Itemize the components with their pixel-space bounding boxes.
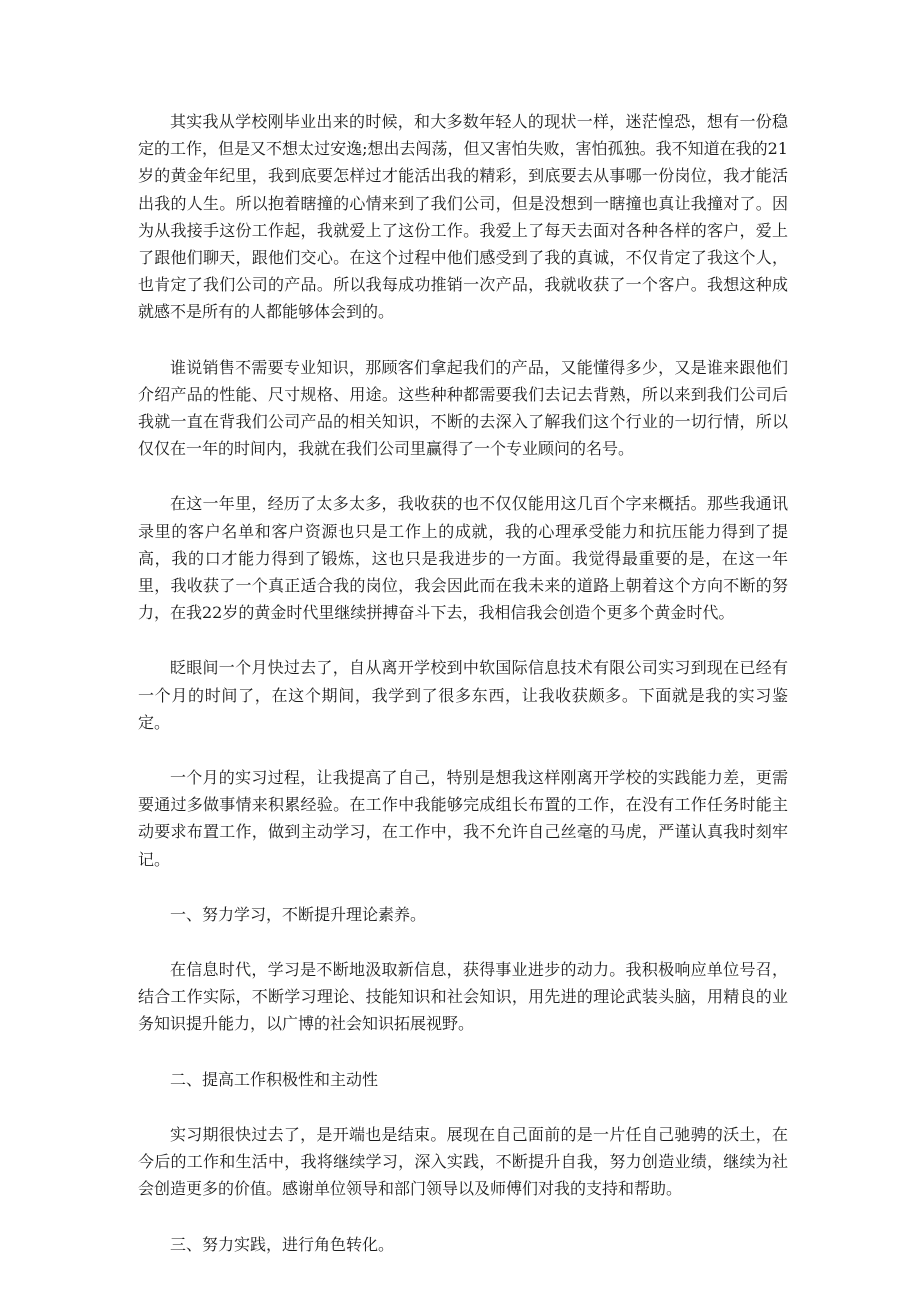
paragraph-internship-intro: 眨眼间一个月快过去了，自从离开学校到中软国际信息技术有限公司实习到现在已经有一个月的时间了，在这个期间，我学到了很多东西，让我收获颇多。下面就是我的实习鉴定。 (138, 658, 788, 732)
document-body (138, 108, 788, 1286)
section-heading-2: 二、提高工作积极性和主动性 (170, 1069, 379, 1089)
section-heading-1: 一、努力学习，不断提升理论素养。 (170, 904, 427, 924)
paragraph-year-summary: 在这一年里，经历了太多太多，我收获的也不仅仅能用这几百个字来概括。那些我通讯录里的客户名单和客户资源也只是工作上的成就，我的心理承受能力和抗压能力得到了提高，我的口才能力得到了锻炼，这也只是我进步的一方面。我觉得最重要的是，在这一年里，我收获了一个真正适合我的岗位，我会因此而在我未来的道路上朝着这个方向不断的努力，在我22岁的黄金时代里继续拼搏奋斗下去，我相信我会创造个更多个黄金时代。 (138, 494, 788, 623)
paragraph-intro: 其实我从学校刚毕业出来的时候，和大多数年轻人的现状一样，迷茫惶恐，想有一份稳定的工作，但是又不想太过安逸;想出去闯荡，但又害怕失败，害怕孤独。我不知道在我的21岁的黄金年纪里，我到底要怎样过才能活出我的精彩，到底要去从事哪一份岗位，我才能活出我的人生。所以抱着瞎撞的心情来到了我们公司，但是没想到一瞎撞也真让我撞对了。因为从我接手这份工作起，我就爱上了这份工作。我爱上了每天去面对各种各样的客户，爱上了跟他们聊天，跟他们交心。在这个过程中他们感受到了我的真诚，不仅肯定了我这个人，也肯定了我们公司的产品。所以我每成功推销一次产品，我就收获了一个客户。我想这种成就感不是所有的人都能够体会到的。 (138, 112, 788, 322)
paragraph-internship-process: 一个月的实习过程，让我提高了自己，特别是想我这样刚离开学校的实践能力差，更需要通过多做事情来积累经验。在工作中我能够完成组长布置的工作，在没有工作任务时能主动要求布置工作，做到主动学习，在工作中，我不允许自己丝毫的马虎，严谨认真我时刻牢记。 (138, 768, 788, 869)
section-heading-3: 三、努力实践，进行角色转化。 (170, 1234, 395, 1254)
paragraph-learning: 在信息时代，学习是不断地汲取新信息，获得事业进步的动力。我积极响应单位号召，结合工作实际，不断学习理论、技能知识和社会知识，用先进的理论武装头脑，用精良的业务知识提升能力，以广博的社会知识拓展视野。 (138, 960, 788, 1034)
paragraph-conclusion: 实习期很快过去了，是开端也是结束。展现在自己面前的是一片任自己驰骋的沃土，在今后的工作和生活中，我将继续学习，深入实践，不断提升自我，努力创造业绩，继续为社会创造更多的价值。感谢单位领导和部门领导以及师傅们对我的支持和帮助。 (138, 1124, 788, 1199)
paragraph-sales-knowledge: 谁说销售不需要专业知识，那顾客们拿起我们的产品，又能懂得多少，又是谁来跟他们介绍产品的性能、尺寸规格、用途。这些种种都需要我们去记去背熟，所以来到我们公司后我就一直在背我们公司产品的相关知识，不断的去深入了解我们这个行业的一切行情，所以仅仅在一年的时间内，我就在我们公司里赢得了一个专业顾问的名号。 (138, 357, 788, 459)
